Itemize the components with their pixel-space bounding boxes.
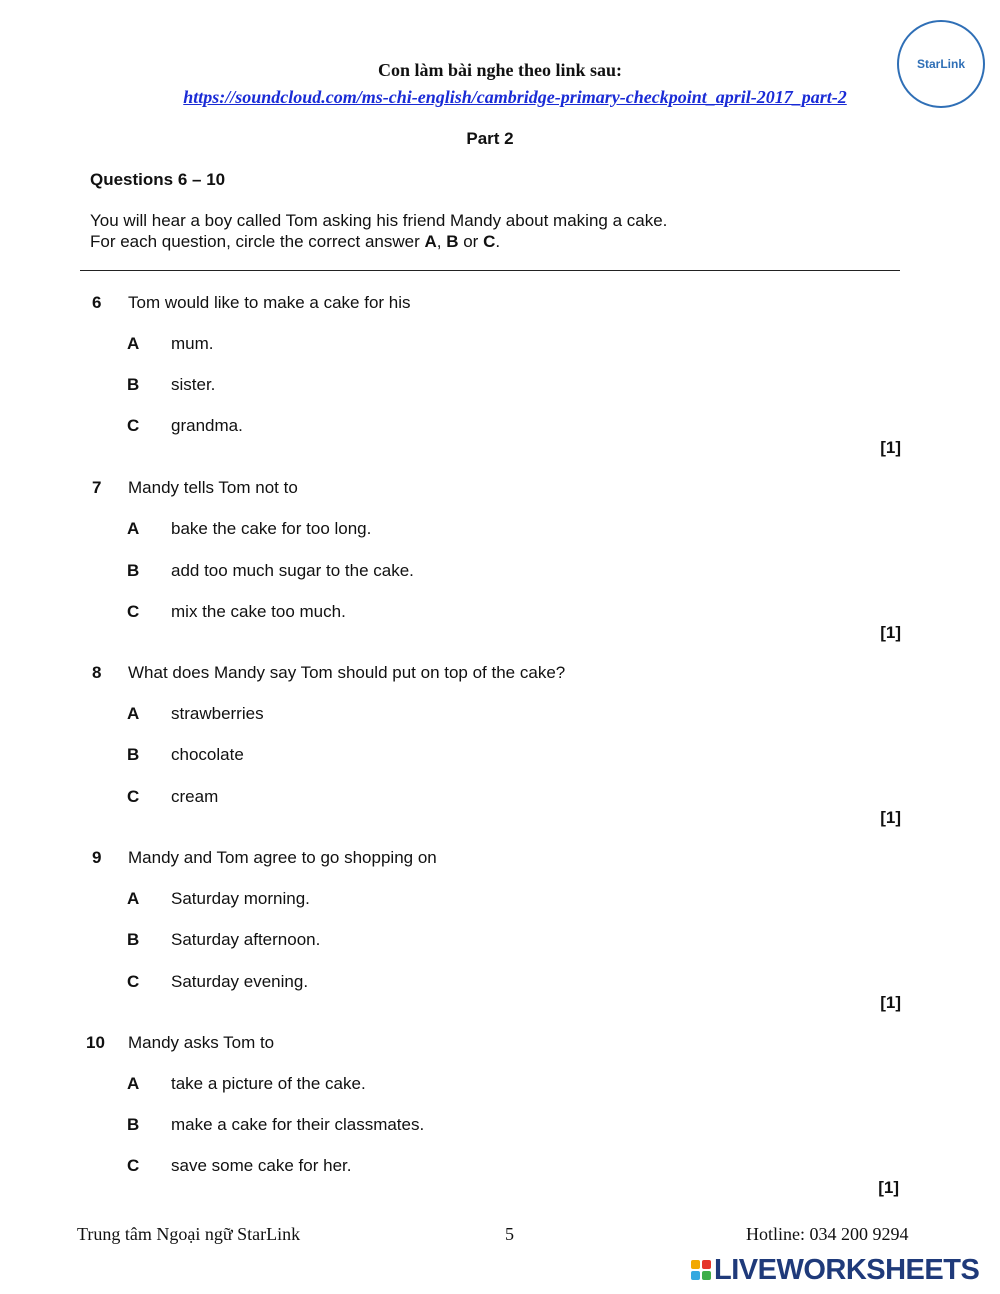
option-letter[interactable]: A [127,1074,140,1093]
option-letter[interactable]: B [127,375,140,394]
option-text[interactable]: mix the cake too much. [171,602,346,621]
liveworksheets-wordmark: LIVEWORKSHEETS [714,1253,980,1286]
intro-period: . [495,232,501,251]
option-text[interactable]: bake the cake for too long. [171,519,372,538]
liveworksheets-tiles-icon [691,1260,711,1280]
option-text[interactable]: add too much sugar to the cake. [171,561,414,580]
option-letter[interactable]: A [127,704,140,723]
soundcloud-link[interactable]: https://soundcloud.com/ms-chi-english/cambridge-primary-checkpoint_april-2017_part-2 [183,87,847,107]
page-number: 5 [505,1224,514,1244]
option-text[interactable]: Saturday evening. [171,972,309,991]
option-text[interactable]: grandma. [171,416,243,435]
intro-line-1: You will hear a boy called Tom asking his friend Mandy about making a cake. [90,211,668,230]
option-text[interactable]: take a picture of the cake. [171,1074,366,1093]
question-text: Mandy asks Tom to [128,1033,275,1052]
option-text[interactable]: Saturday morning. [171,889,310,908]
option-letter[interactable]: A [127,334,140,353]
question-mark: [1] [880,993,901,1012]
question-mark: [1] [880,438,901,457]
logo-tile [691,1271,700,1280]
question-mark: [1] [880,623,901,642]
option-text[interactable]: save some cake for her. [171,1156,352,1175]
intro-separator: , [436,232,447,251]
liveworksheets-logo [691,1255,979,1285]
option-letter[interactable]: B [127,930,140,949]
intro-line-2 [90,232,500,252]
question-number: 6 [92,293,102,312]
logo-text: StarLink [916,57,965,71]
option-letter[interactable]: A [127,519,140,538]
question-mark: [1] [878,1178,899,1197]
question-number: 9 [92,848,102,867]
option-letter[interactable]: C [127,602,140,621]
question-number: 7 [92,478,102,497]
part-title: Part 2 [466,129,514,148]
section-divider [80,270,900,271]
logo-tile [691,1260,700,1269]
option-letter[interactable]: B [127,1115,140,1134]
option-letter[interactable]: B [127,561,140,580]
intro-text: For each question, circle the correct answer [90,232,425,251]
question-number: 8 [92,663,102,682]
option-text[interactable]: strawberries [171,704,264,723]
question-number: 10 [86,1033,105,1052]
intro-separator: or [458,232,484,251]
question-text: Mandy and Tom agree to go shopping on [128,848,437,867]
question-text: What does Mandy say Tom should put on top of the cake? [128,663,566,682]
option-text[interactable]: make a cake for their classmates. [171,1115,425,1134]
question-text: Tom would like to make a cake for his [128,293,411,312]
option-text[interactable]: mum. [171,334,214,353]
option-letter[interactable]: C [127,787,140,806]
logo-tile [702,1271,711,1280]
listening-instruction: Con làm bài nghe theo link sau: [377,60,623,80]
option-text[interactable]: Saturday afternoon. [171,930,321,949]
option-letter[interactable]: C [127,1156,140,1175]
option-letter[interactable]: B [127,745,140,764]
option-text[interactable]: chocolate [171,745,244,764]
option-text[interactable]: sister. [171,375,216,394]
questions-heading: Questions 6 – 10 [90,170,226,189]
option-letter[interactable]: C [127,972,140,991]
question-text: Mandy tells Tom not to [128,478,298,497]
intro-letter-c: C [483,232,496,251]
logo-tile [702,1260,711,1269]
intro-letter-b: B [446,232,459,251]
option-letter[interactable]: A [127,889,140,908]
option-letter[interactable]: C [127,416,140,435]
option-text[interactable]: cream [171,787,219,806]
question-mark: [1] [880,808,901,827]
footer-hotline: Hotline: 034 200 9294 [746,1224,909,1244]
intro-letter-a: A [424,232,437,251]
footer-center-name: Trung tâm Ngoại ngữ StarLink [77,1224,301,1244]
